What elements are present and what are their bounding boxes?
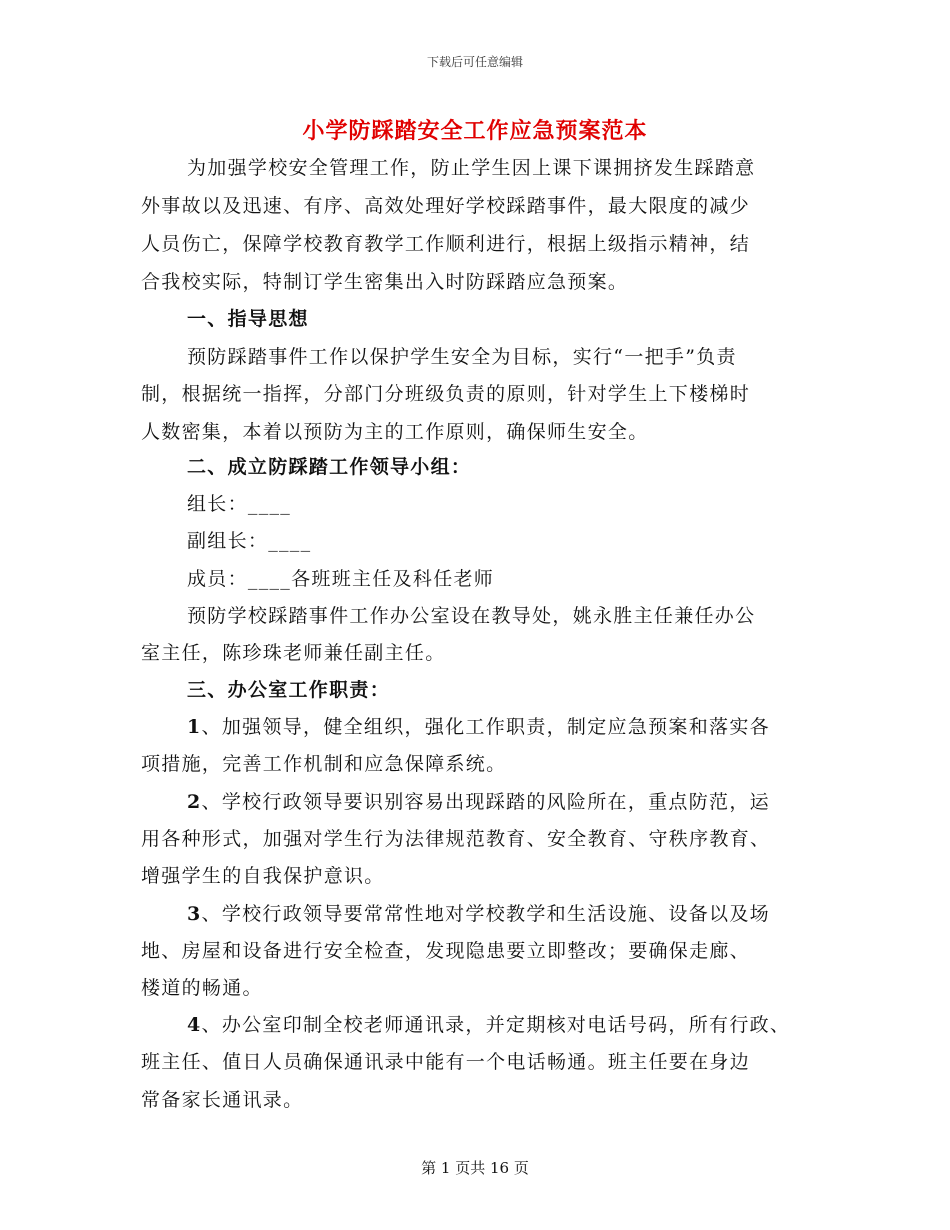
duty-4-line-3: 常备家长通讯录。	[141, 1089, 304, 1111]
page-footer: 第 1 页共 16 页	[421, 1159, 529, 1177]
duty-2-line-2: 用各种形式，加强对学生行为法律规范教育、安全教育、守秩序教育、	[141, 828, 771, 850]
duty-2-line-1: 2、学校行政领导要识别容易出现踩踏的风险所在，重点防范，运	[187, 791, 770, 813]
section-heading-2: 二、成立防踩踏工作领导小组：	[187, 456, 472, 478]
duty-4-line-2: 班主任、值日人员确保通讯录中能有一个电话畅通。班主任要在身边	[141, 1051, 751, 1073]
duty-3-line-1: 3、学校行政领导要常常性地对学校教学和生活设施、设备以及场	[187, 903, 770, 925]
intro-line-1: 为加强学校安全管理工作，防止学生因上课下课拥挤发生踩踏意	[187, 157, 756, 179]
section-heading-1: 一、指导思想	[187, 308, 309, 330]
duty-number: 4	[187, 1014, 202, 1036]
members-line: 成员：____各班班主任及科任老师	[187, 568, 495, 590]
duty-3-line-2: 地、房屋和设备进行安全检查，发现隐患要立即整改；要确保走廊、	[141, 940, 751, 962]
office-line-2: 室主任，陈珍珠老师兼任副主任。	[141, 642, 446, 664]
deputy-leader-line: 副组长：____	[187, 530, 312, 552]
section1-line-2: 制，根据统一指挥，分部门分班级负责的原则，针对学生上下楼梯时	[141, 383, 751, 405]
duty-number: 3	[187, 903, 202, 925]
office-line-1: 预防学校踩踏事件工作办公室设在教导处，姚永胜主任兼任办公	[187, 605, 756, 627]
section1-line-3: 人数密集，本着以预防为主的工作原则，确保师生安全。	[141, 421, 649, 443]
page-header: 下载后可任意编辑	[426, 55, 523, 69]
duty-number: 2	[187, 791, 202, 813]
duty-1-line-2: 项措施，完善工作机制和应急保障系统。	[141, 753, 507, 775]
section1-line-1: 预防踩踏事件工作以保护学生安全为目标，实行“一把手”负责	[187, 346, 737, 368]
intro-line-2: 外事故以及迅速、有序、高效处理好学校踩踏事件，最大限度的减少	[141, 195, 751, 217]
section-heading-3: 三、办公室工作职责：	[187, 679, 391, 701]
intro-line-4: 合我校实际，特制订学生密集出入时防踩踏应急预案。	[141, 271, 629, 293]
duty-1-line-1: 1、加强领导，健全组织，强化工作职责，制定应急预案和落实各	[187, 716, 770, 738]
document-title: 小学防踩踏安全工作应急预案范本	[302, 118, 648, 144]
duty-2-line-3: 增强学生的自我保护意识。	[141, 865, 385, 887]
duty-4-line-1: 4、办公室印制全校老师通讯录，并定期核对电话号码，所有行政、	[187, 1014, 791, 1036]
leader-line: 组长：____	[187, 493, 292, 515]
duty-3-line-3: 楼道的畅通。	[141, 977, 263, 999]
duty-number: 1	[187, 716, 202, 738]
intro-line-3: 人员伤亡，保障学校教育教学工作顺利进行，根据上级指示精神，结	[141, 233, 751, 255]
